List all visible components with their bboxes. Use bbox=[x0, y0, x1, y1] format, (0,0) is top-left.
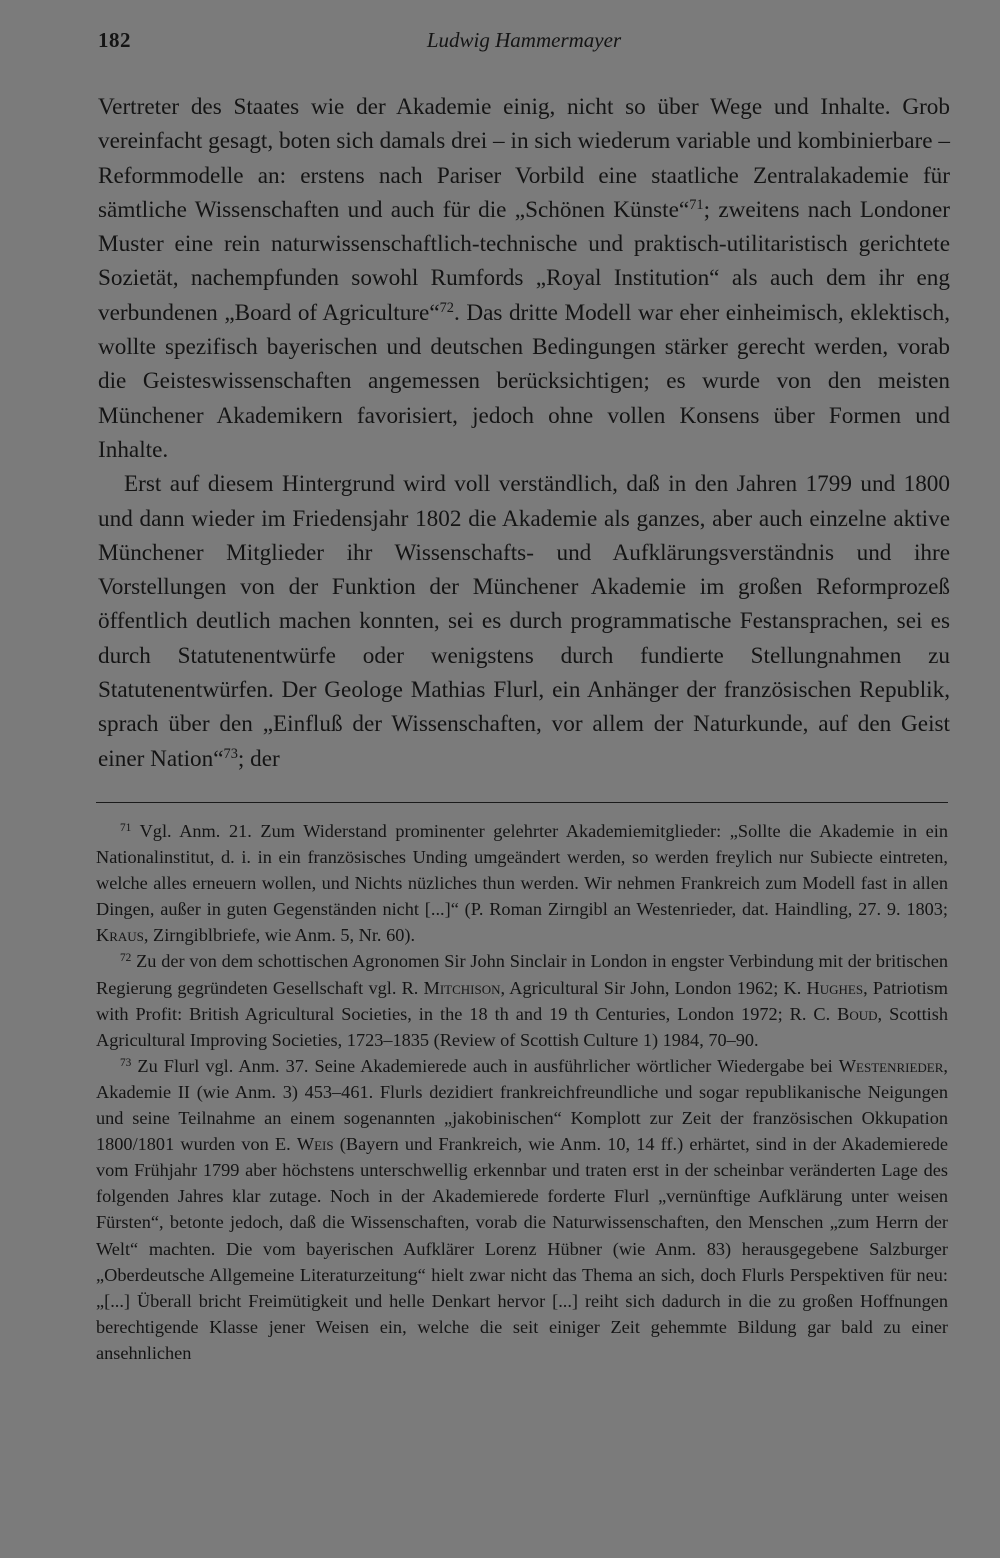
footnote-separator bbox=[96, 802, 948, 803]
footnote-73-author-2: Weis bbox=[296, 1134, 334, 1155]
footnote-73-text-c: (Bayern und Frankreich, wie Anm. 10, 14 ff.) erhärtet, sind in der Akademierede vom Frühjahr 1799 aber höchstens unterschwellig erkennbar und traten erst in der scheinbar veränderten Lage des folgenden Jahres klar zutage. Noch in der Akademierede forderte Flurl „vernünftige Aufklärung unter weisen Fürsten“, betonte jedoch, daß die Wissenschaften, vorab die Naturwissenschaften, den Menschen „zum Herrn der Welt“ machten. Die vom bayerischen Aufklärer Lorenz Hübner (wie Anm. 83) herausgegebene Salzburger „Oberdeutsche Allgemeine Literaturzeitung“ hielt zwar nicht das Thema an sich, doch Flurls Perspektiven für neu: „[...] Überall bricht Freimütigkeit und helle Denkart hervor [...] reiht sich dadurch in die zu großen Hoffnungen berechtigende Klasse jener Weisen ein, welche die seit einiger Zeit gehemmte Bildung gar bald zu einer ansehnlichen bbox=[96, 1134, 948, 1363]
footnote-number-72: 72 bbox=[120, 952, 132, 965]
footnote-71-text-a: Vgl. Anm. 21. Zum Widerstand prominenter gelehrter Akademiemitglieder: „Sollte die Akademie in ein Nationalinstitut, d. i. in ein französisches Unding umgeändert werden, so werden freylich nur Subiecte eintreten, welche alles erneuern wollen, und Nichts nüzliches thun werden. Wir nehmen Frankreich zum Modell fast in allen Dingen, außer in guten Gegenständen nicht [...]“ (P. Roman Zirngibl an Westenrieder, dat. Haindling, 27. 9. 1803; bbox=[96, 821, 948, 920]
footnote-72-text-b: , Agricultural Sir John, London 1962; K. bbox=[500, 977, 807, 998]
footnote-number-73: 73 bbox=[120, 1056, 132, 1069]
footnote-72-author-3: Boud bbox=[837, 1003, 878, 1024]
paragraph-2-part-a: Erst auf diesem Hintergrund wird voll verständlich, daß in den Jahren 1799 und 1800 und dann wieder im Friedensjahr 1802 die Akademie als ganzes, aber auch einzelne aktive Münchener Mitglieder ihr Wissenschafts- und Aufklärungsverständnis und ihre Vorstellungen von der Funktion der Münchener Akademie im großen Reformprozeß öffentlich deutlich machen konnten, sei es durch programmatische Festansprachen, sei es durch Statutenentwürfe oder wenigstens durch fundierte Stellungnahmen zu Statutenentwürfen. Der Geologe Mathias Flurl, ein Anhänger der französischen Republik, sprach über den „Einfluß der Wissenschaften, vor allem der Naturkunde, auf den Geist einer Nation“ bbox=[98, 471, 950, 772]
footnote-71 bbox=[96, 818, 948, 948]
footnote-73-text-a: Zu Flurl vgl. Anm. 37. Seine Akademierede auch in ausführlicher wörtlicher Wiedergabe bei bbox=[137, 1055, 839, 1076]
footnote-73 bbox=[96, 1053, 948, 1366]
main-text bbox=[98, 90, 950, 776]
footnote-72-text-d: , Scottish Agricultural Improving Societies, 1723–1835 (Review of Scottish Culture 1) 1984, 70–90. bbox=[96, 1003, 948, 1050]
footnote-73-text-b: , Akademie II (wie Anm. 3) 453–461. Flurls dezidiert frankreichfreundliche und sogar republikanische Neigungen und seine Teilnahme an einem sogenannten „jakobinischen“ Komplott zur Zeit der französischen Okkupation 1800/1801 wurden von E. bbox=[96, 1055, 948, 1155]
footnote-ref-72: 72 bbox=[439, 299, 454, 316]
footnotes bbox=[96, 818, 948, 1366]
paragraph-1-part-c: . Das dritte Modell war eher einheimisch, eklektisch, wollte spezifisch bayerischen und deutschen Bedingungen stärker gerecht werden, vorab die Geisteswissenschaften angemessen berücksichtigen; es wurde von den meisten Münchener Akademikern favorisiert, jedoch ohne vollen Konsens über Formen und Inhalte. bbox=[98, 299, 950, 463]
footnote-72-text-a: Zu der von dem schottischen Agronomen Sir John Sinclair in London in engster Verbindung mit der britischen Regierung gegründeten Gesellschaft vgl. R. bbox=[96, 951, 948, 998]
footnote-ref-73: 73 bbox=[223, 745, 238, 762]
footnote-73-author-1: Westenrieder bbox=[838, 1055, 944, 1076]
paragraph-1-part-b: ; zweitens nach Londoner Muster eine rein naturwissenschaftlich-technische und praktisch-utilitaristisch gerichtete Sozietät, nachempfunden sowohl Rumfords „Royal Institution“ als auch dem ihr eng verbundenen „Board of Agriculture“ bbox=[98, 196, 950, 326]
footnote-ref-71: 71 bbox=[689, 196, 704, 213]
page-header bbox=[98, 28, 950, 58]
footnote-number-71: 71 bbox=[120, 821, 132, 834]
footnote-71-text-b: , Zirngiblbriefe, wie Anm. 5, Nr. 60). bbox=[143, 925, 416, 946]
paragraph-2-part-b: ; der bbox=[237, 745, 280, 772]
footnote-71-author: Kraus bbox=[96, 925, 144, 946]
paragraph-1 bbox=[98, 90, 950, 467]
footnote-72-author-2: Hughes bbox=[806, 977, 864, 998]
footnote-72-author-1: Mitchison bbox=[423, 977, 501, 998]
paragraph-2 bbox=[98, 467, 950, 776]
footnote-72-text-c: , Patriotism with Profit: British Agricultural Societies, in the 18 th and 19 th Centuries, London 1972; R. C. bbox=[96, 977, 948, 1024]
paragraph-1-part-a: Vertreter des Staates wie der Akademie einig, nicht so über Wege und Inhalte. Grob vereinfacht gesagt, boten sich damals drei – in sich wiederum variable und kombinierbare – Reformmodelle an: erstens nach Pariser Vorbild eine staatliche Zentralakademie für sämtliche Wissenschaften und auch für die „Schönen Künste“ bbox=[98, 94, 950, 223]
running-head-author: Ludwig Hammermayer bbox=[426, 28, 622, 52]
footnote-72 bbox=[96, 948, 948, 1052]
page-number: 182 bbox=[98, 28, 131, 52]
